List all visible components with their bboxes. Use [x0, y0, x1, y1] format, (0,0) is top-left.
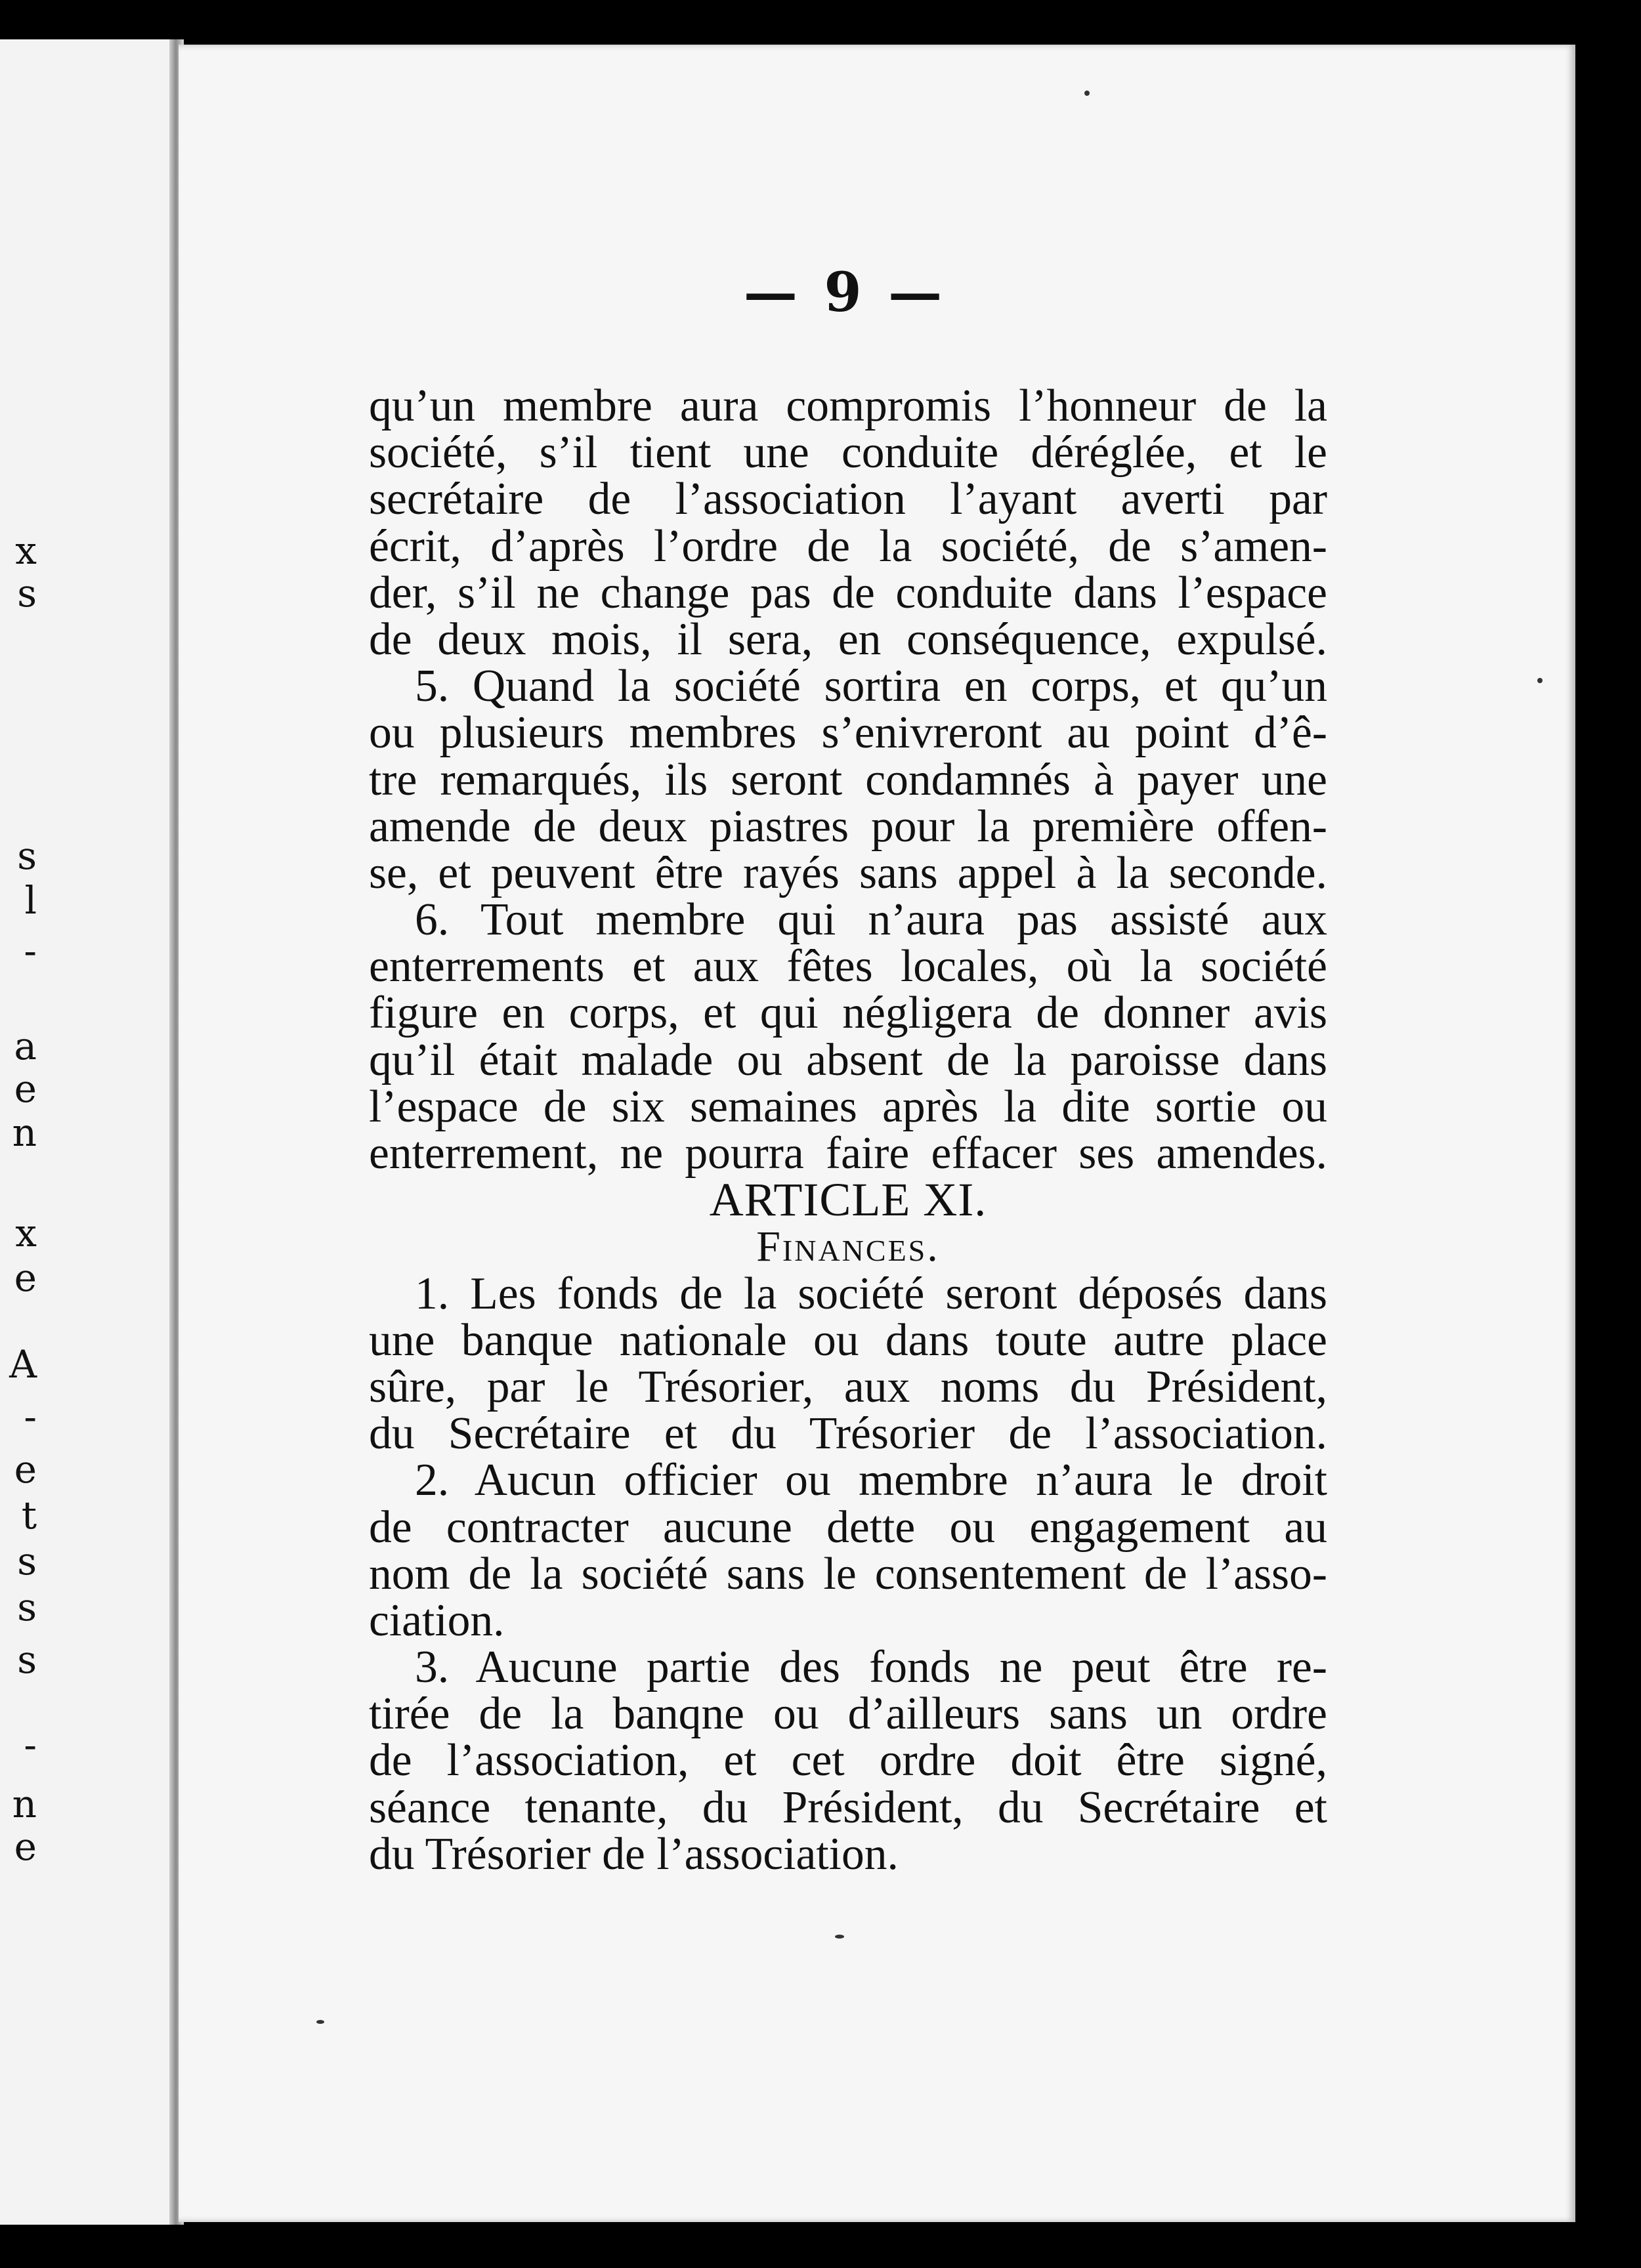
margin-letter: -: [24, 1395, 37, 1439]
margin-letter: -: [24, 929, 37, 973]
text-line: séance tenante, du Président, du Secrétaire et: [369, 1782, 1327, 1833]
margin-letter: e: [14, 1824, 37, 1869]
ink-speck: [316, 2020, 324, 2024]
ink-speck: [1084, 91, 1090, 96]
margin-letter: n: [12, 1782, 37, 1826]
text-line: société, s’il tient une conduite déréglée, et le: [369, 427, 1327, 478]
page-number: — 9 —: [743, 261, 947, 324]
text-line: 5. Quand la société sortira en corps, et qu’un: [415, 661, 1327, 712]
text-line: secrétaire de l’association l’ayant averti par: [369, 474, 1327, 525]
text-line: 1. Les fonds de la société seront déposés dans: [415, 1268, 1327, 1319]
page-9: [179, 45, 1575, 2222]
margin-letter: x: [15, 528, 37, 573]
text-line: enterrements et aux fêtes locales, où la société: [369, 941, 1327, 992]
ink-speck: [835, 1935, 844, 1939]
margin-letter: e: [14, 1447, 37, 1492]
text-line: du Secrétaire et du Trésorier de l’association.: [369, 1408, 1327, 1460]
text-line: 6. Tout membre qui n’aura pas assisté aux: [415, 894, 1327, 946]
ink-speck: [1537, 678, 1543, 683]
text-line: sûre, par le Trésorier, aux noms du Président,: [369, 1361, 1327, 1412]
text-line: qu’il était malade ou absent de la paroisse dans: [369, 1034, 1327, 1085]
text-line: figure en corps, et qui négligera de donner avis: [369, 988, 1327, 1039]
text-line: amende de deux piastres pour la première offen-: [369, 801, 1327, 852]
text-line: nom de la société sans le consentement de l’asso-: [369, 1548, 1327, 1599]
text-line: 3. Aucune partie des fonds ne peut être re-: [415, 1642, 1327, 1693]
text-line: se, et peuvent être rayés sans appel à la seconde.: [369, 847, 1327, 898]
margin-letter: x: [15, 1211, 37, 1255]
margin-letter: n: [12, 1110, 37, 1155]
margin-letter: e: [14, 1066, 37, 1111]
text-line: de deux mois, il sera, en conséquence, expulsé.: [369, 614, 1327, 665]
margin-letter: s: [17, 1585, 37, 1629]
margin-letter: e: [14, 1255, 37, 1300]
text-line: qu’un membre aura compromis l’honneur de la: [369, 381, 1327, 431]
text-line: ciation.: [369, 1595, 505, 1646]
text-line: ou plusieurs membres s’enivreront au point d’ê-: [369, 707, 1327, 759]
margin-letter: s: [17, 1637, 37, 1682]
margin-letter: l: [24, 878, 37, 923]
text-line: der, s’il ne change pas de conduite dans l’espace: [369, 567, 1327, 618]
text-line: tre remarqués, ils seront condamnés à payer une: [369, 754, 1327, 805]
margin-letter: s: [17, 571, 37, 616]
text-line: l’espace de six semaines après la dite sortie ou: [369, 1081, 1327, 1132]
margin-letter: -: [24, 1723, 37, 1767]
margin-letter: s: [17, 833, 37, 878]
margin-letter: a: [14, 1024, 37, 1068]
text-line: tirée de la banqne ou d’ailleurs sans un ordre: [369, 1689, 1327, 1740]
text-line: 2. Aucun officier ou membre n’aura le droit: [415, 1455, 1327, 1506]
margin-letter: s: [17, 1539, 37, 1584]
text-line: de contracter aucune dette ou engagement au: [369, 1502, 1327, 1553]
text-line: du Trésorier de l’association.: [369, 1828, 899, 1880]
margin-letter: A: [9, 1342, 37, 1387]
article-heading: ARTICLE XI.: [709, 1173, 987, 1227]
previous-page-margin-letters: [0, 39, 39, 2225]
text-line: une banque nationale ou dans toute autre place: [369, 1314, 1327, 1366]
article-subheading: Finances.: [756, 1223, 940, 1271]
previous-page-edge: [0, 39, 174, 2225]
page-body-text: [369, 383, 1327, 1878]
margin-letter: t: [21, 1493, 37, 1538]
text-line: enterrement, ne pourra faire effacer ses amendes.: [369, 1128, 1327, 1179]
text-line: écrit, d’après l’ordre de la société, de s’amen-: [369, 520, 1327, 572]
text-line: de l’association, et cet ordre doit être signé,: [369, 1735, 1327, 1786]
